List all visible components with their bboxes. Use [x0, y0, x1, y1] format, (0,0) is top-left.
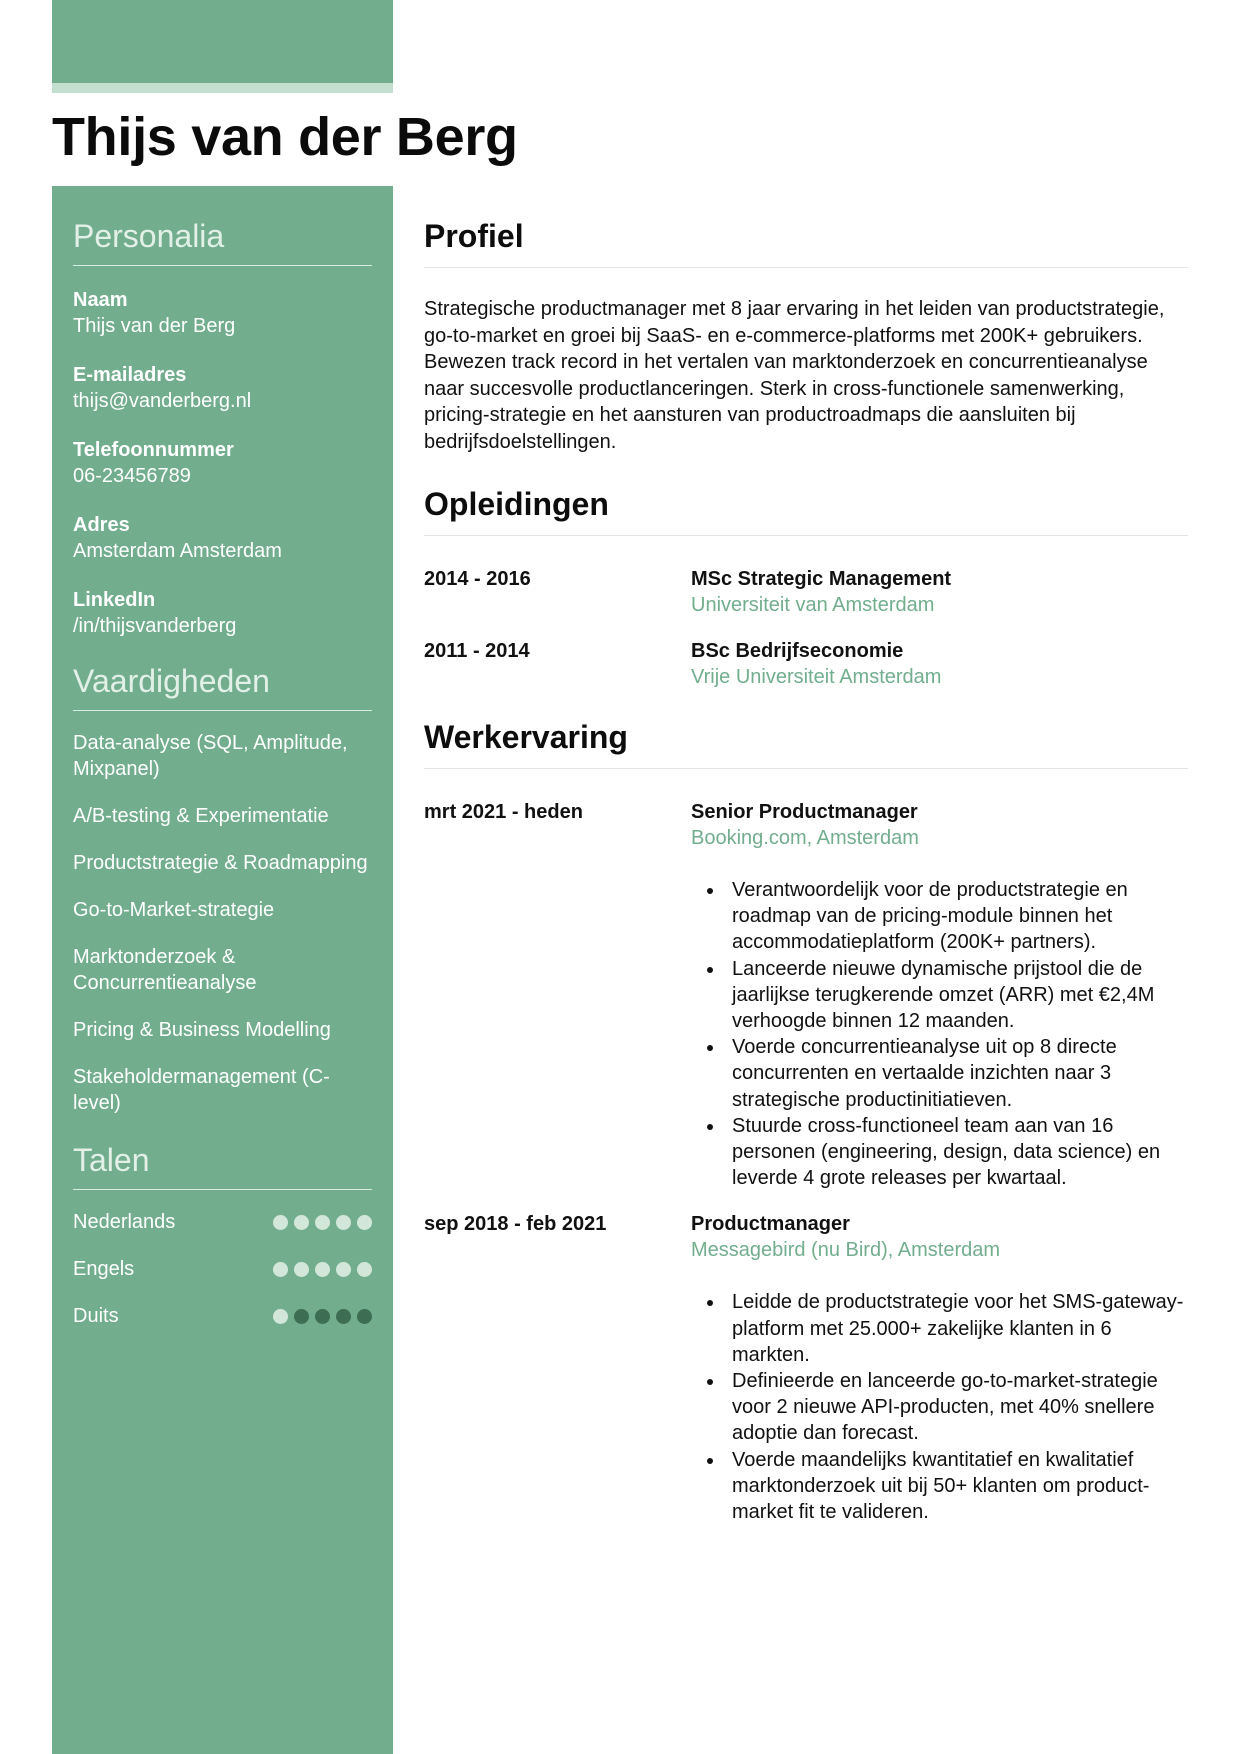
- sidebar: [52, 186, 393, 1754]
- skill-item: A/B-testing & Experimentatie: [73, 805, 329, 827]
- email-link[interactable]: thijs@vanderberg.nl: [73, 390, 252, 412]
- field-label: Naam: [73, 289, 128, 311]
- language-item: [73, 1209, 372, 1235]
- job-title: Senior Productmanager: [691, 801, 918, 823]
- language-item: [73, 1303, 372, 1329]
- level-dot-filled: [357, 1215, 372, 1230]
- skill-item: Marktonderzoek & Concurrentieanalyse: [73, 946, 257, 994]
- education-entry: [424, 638, 1188, 690]
- header-accent-bar: [52, 0, 393, 83]
- level-dot-filled: [273, 1309, 288, 1324]
- skill-item: Pricing & Business Modelling: [73, 1019, 331, 1041]
- job-bullet: Stuurde cross-functioneel team aan van 16 personen (engineering, design, data science) en leverde 4 grote releases per kwartaal.: [732, 1113, 1188, 1192]
- languages-list: [73, 1209, 372, 1329]
- job-company: Booking.com, Amsterdam: [691, 827, 919, 849]
- language-name: Duits: [73, 1305, 119, 1327]
- field-linkedin: [73, 587, 372, 639]
- experience-period: mrt 2021 - heden: [424, 801, 583, 823]
- field-telefoon: [73, 437, 372, 489]
- experience-content: [691, 799, 1188, 1191]
- profile-text: Strategische productmanager met 8 jaar ervaring in het leiden van productstrategie, go-to-market en groei bij SaaS- en e-commerce-platforms met 200K+ gebruikers. Bewezen track record in het vertalen van marktonderzoek en concurrentieanalyse naar succesvolle productlanceringen. Sterk in cross-functionele samenwerking, pricing-strategie en het aansturen van productroadmaps die aansluiten bij bedrijfsdoelstellingen.: [424, 298, 1165, 453]
- level-dot-empty: [294, 1309, 309, 1324]
- job-bullet: Voerde maandelijks kwantitatief en kwalitatief marktonderzoek uit bij 50+ klanten om product-market fit te valideren.: [732, 1447, 1188, 1526]
- field-label: LinkedIn: [73, 589, 156, 611]
- skill-item: Stakeholdermanagement (C-level): [73, 1066, 330, 1114]
- job-bullets: [691, 1289, 1188, 1525]
- field-value: 06-23456789: [73, 465, 191, 487]
- field-label: Adres: [73, 514, 130, 536]
- field-label: E-mailadres: [73, 364, 187, 386]
- skills-list: [73, 730, 372, 1116]
- skill-item: Go-to-Market-strategie: [73, 899, 275, 921]
- education-period: 2014 - 2016: [424, 568, 531, 590]
- personalia-heading: Personalia: [73, 218, 372, 266]
- level-dot-filled: [273, 1262, 288, 1277]
- education-content: [691, 638, 1188, 690]
- level-dot-filled: [357, 1262, 372, 1277]
- level-dot-empty: [336, 1309, 351, 1324]
- language-level-dots: [273, 1309, 372, 1324]
- language-level-dots: [273, 1262, 372, 1277]
- level-dot-filled: [315, 1215, 330, 1230]
- header-accent-stripe: [52, 83, 393, 93]
- personalia-list: [73, 287, 372, 639]
- job-bullet: Definieerde en lanceerde go-to-market-strategie voor 2 nieuwe API-producten, met 40% snellere adoptie dan forecast.: [732, 1368, 1188, 1447]
- experience-heading: Werkervaring: [424, 719, 1188, 769]
- level-dot-filled: [273, 1215, 288, 1230]
- language-level-dots: [273, 1215, 372, 1230]
- job-bullet: Verantwoordelijk voor de productstrategie en roadmap van de pricing-module binnen het accommodatieplatform (200K+ partners).: [732, 877, 1188, 956]
- level-dot-empty: [357, 1309, 372, 1324]
- job-bullets: [691, 877, 1188, 1191]
- linkedin-link[interactable]: /in/thijsvanderberg: [73, 615, 237, 637]
- field-adres: [73, 512, 372, 564]
- language-name: Engels: [73, 1258, 135, 1280]
- field-email: [73, 362, 372, 414]
- experience-entry: [424, 799, 1188, 1191]
- job-bullet: Lanceerde nieuwe dynamische prijstool die de jaarlijkse terugkerende omzet (ARR) met €2,4M verhoogde binnen 12 maanden.: [732, 956, 1188, 1035]
- education-degree: MSc Strategic Management: [691, 568, 952, 590]
- field-value: Thijs van der Berg: [73, 315, 236, 337]
- level-dot-filled: [294, 1215, 309, 1230]
- education-school: Universiteit van Amsterdam: [691, 594, 935, 616]
- language-item: [73, 1256, 372, 1282]
- language-name: Nederlands: [73, 1211, 176, 1233]
- level-dot-filled: [315, 1262, 330, 1277]
- job-title: Productmanager: [691, 1213, 850, 1236]
- main-content: [424, 186, 1188, 1525]
- field-naam: [73, 287, 372, 339]
- job-bullet: Voerde concurrentieanalyse uit op 8 directe concurrenten en vertaalde inzichten naar 3 strategische productinitiatieven.: [732, 1034, 1188, 1113]
- education-period: 2011 - 2014: [424, 640, 530, 662]
- field-value: Amsterdam Amsterdam: [73, 540, 282, 562]
- job-company: Messagebird (nu Bird), Amsterdam: [691, 1239, 1001, 1262]
- experience-period: sep 2018 - feb 2021: [424, 1213, 607, 1236]
- level-dot-filled: [336, 1262, 351, 1277]
- job-bullet: Leidde de productstrategie voor het SMS-gateway-platform met 25.000+ zakelijke klanten in 6 markten.: [732, 1289, 1188, 1368]
- experience-entry: [424, 1211, 1188, 1525]
- education-content: [691, 566, 1188, 618]
- languages-heading: Talen: [73, 1142, 372, 1190]
- field-label: Telefoonnummer: [73, 439, 234, 461]
- level-dot-filled: [294, 1262, 309, 1277]
- education-heading: Opleidingen: [424, 486, 1188, 536]
- skill-item: Data-analyse (SQL, Amplitude, Mixpanel): [73, 732, 348, 780]
- education-degree: BSc Bedrijfseconomie: [691, 640, 904, 662]
- skill-item: Productstrategie & Roadmapping: [73, 852, 368, 874]
- page-title: Thijs van der Berg: [52, 107, 518, 167]
- education-entry: [424, 566, 1188, 618]
- level-dot-empty: [315, 1309, 330, 1324]
- education-school: Vrije Universiteit Amsterdam: [691, 666, 942, 688]
- level-dot-filled: [336, 1215, 351, 1230]
- skills-heading: Vaardigheden: [73, 663, 372, 711]
- experience-content: [691, 1211, 1188, 1525]
- profile-heading: Profiel: [424, 218, 1188, 268]
